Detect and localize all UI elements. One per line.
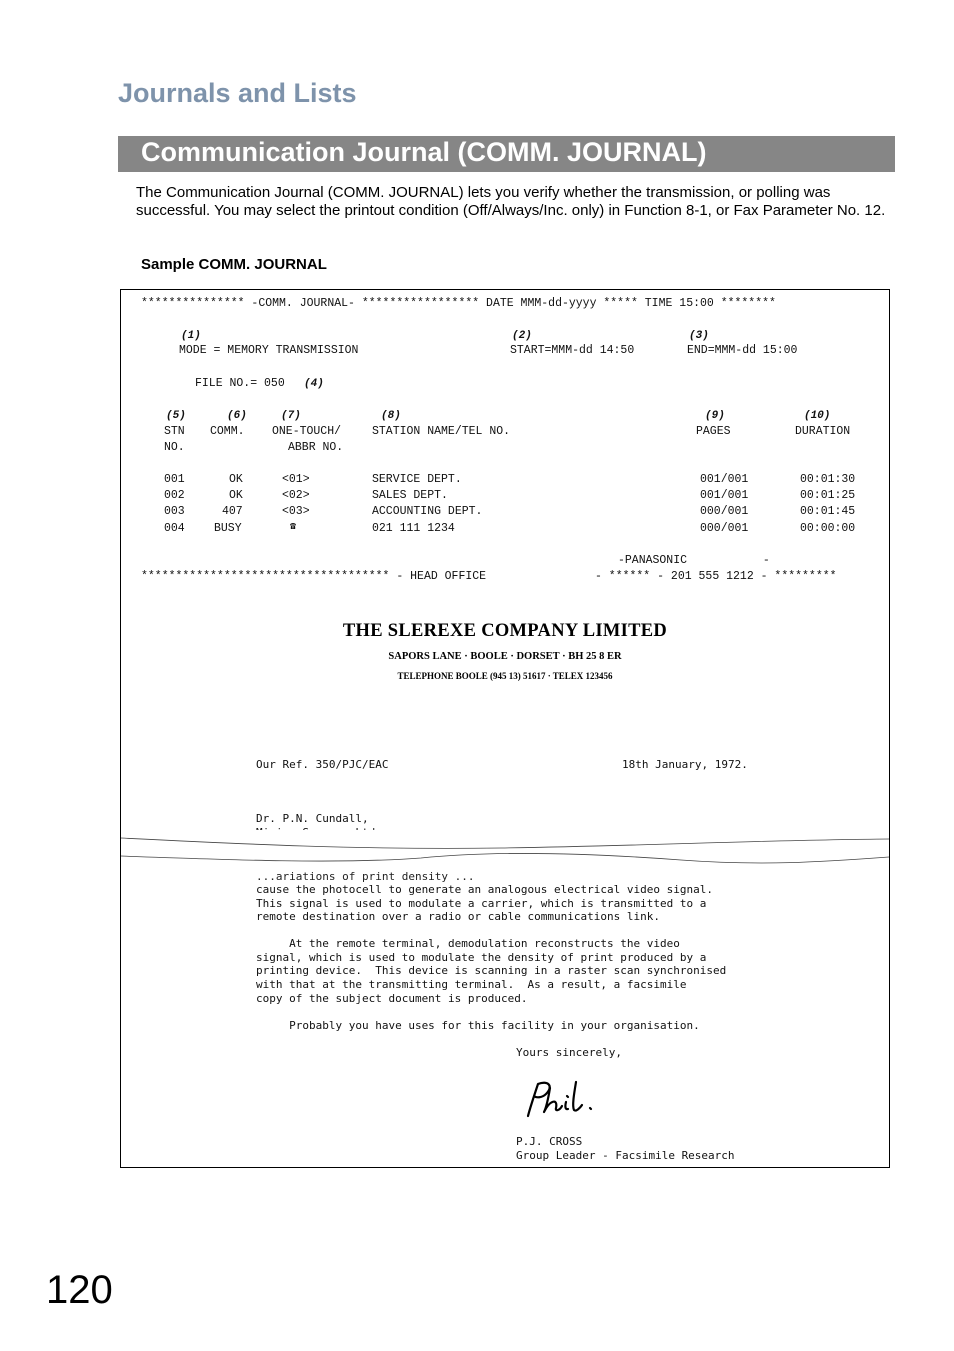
marker-6: (6) xyxy=(227,410,247,422)
row-1-comm: OK xyxy=(229,473,243,486)
mode-text: MODE = MEMORY TRANSMISSION xyxy=(179,344,359,357)
body-line-9: Probably you have uses for this facility in your organisation. xyxy=(256,1019,700,1032)
row-4-station: 021 111 1234 xyxy=(372,522,455,535)
page-title: Communication Journal (COMM. JOURNAL) xyxy=(141,137,707,167)
marker-9: (9) xyxy=(705,410,725,422)
row-4-duration: 00:00:00 xyxy=(800,522,856,535)
journal-footer-sender: -PANASONIC - xyxy=(618,554,770,567)
marker-1: (1) xyxy=(181,330,201,342)
col-abbr-no: ABBR NO. xyxy=(288,441,344,454)
marker-5: (5) xyxy=(166,410,186,422)
col-stn-no: NO. xyxy=(164,441,185,454)
row-3-duration: 00:01:45 xyxy=(800,505,856,518)
journal-footer-left: ************************************ - HEAD OFFICE xyxy=(141,570,487,583)
body-line-1: cause the photocell to generate an analogous electrical video signal. xyxy=(256,883,713,896)
row-3-onetouch: <03> xyxy=(282,505,310,518)
col-comm: COMM. xyxy=(210,425,245,438)
page-number: 120 xyxy=(46,1268,113,1312)
row-4-stn: 004 xyxy=(164,522,185,535)
row-2-stn: 002 xyxy=(164,489,185,502)
our-reference: Our Ref. 350/PJC/EAC xyxy=(256,758,389,771)
start-time: START=MMM-dd 14:50 xyxy=(510,344,635,357)
row-2-pages: 001/001 xyxy=(700,489,749,502)
row-3-pages: 000/001 xyxy=(700,505,749,518)
signer-name: P.J. CROSS xyxy=(516,1135,583,1148)
body-line-3: remote destination over a radio or cable communications link. xyxy=(256,910,660,923)
row-2-onetouch: <02> xyxy=(282,489,310,502)
row-1-pages: 001/001 xyxy=(700,473,749,486)
row-4-pages: 000/001 xyxy=(700,522,749,535)
company-name: THE SLEREXE COMPANY LIMITED xyxy=(342,621,668,641)
sample-journal-frame xyxy=(120,289,890,1168)
row-2-duration: 00:01:25 xyxy=(800,489,856,502)
row-4-comm: BUSY xyxy=(214,522,242,535)
row-1-onetouch: <01> xyxy=(282,473,310,486)
body-line-2: This signal is used to modulate a carrier, which is transmitted to a xyxy=(256,897,707,910)
page-title-banner xyxy=(118,136,895,172)
signature xyxy=(524,1078,614,1120)
telephone-icon: ☎ xyxy=(290,522,297,533)
marker-4: (4) xyxy=(304,378,324,390)
marker-3: (3) xyxy=(689,330,709,342)
letter-date: 18th January, 1972. xyxy=(622,758,748,771)
row-2-comm: OK xyxy=(229,489,243,502)
marker-2: (2) xyxy=(512,330,532,342)
company-telephone: TELEPHONE BOOLE (945 13) 51617 · TELEX 123456 xyxy=(397,671,613,681)
col-onetouch: ONE-TOUCH/ xyxy=(272,425,342,438)
marker-7: (7) xyxy=(281,410,301,422)
signer-title: Group Leader - Facsimile Research xyxy=(516,1149,735,1162)
end-time: END=MMM-dd 15:00 xyxy=(687,344,798,357)
row-3-stn: 003 xyxy=(164,505,185,518)
journal-header-line: *************** -COMM. JOURNAL- ***************** DATE MMM-dd-yyyy ***** TIME 15:00 ******** xyxy=(141,297,776,310)
row-1-station: SERVICE DEPT. xyxy=(372,473,462,486)
row-3-station: ACCOUNTING DEPT. xyxy=(372,505,483,518)
body-line-8: copy of the subject document is produced. xyxy=(256,992,528,1005)
col-stn: STN xyxy=(164,425,185,438)
journal-footer-right: - ****** - 201 555 1212 - ********* xyxy=(595,570,837,583)
col-pages: PAGES xyxy=(696,425,731,438)
col-station: STATION NAME/TEL NO. xyxy=(372,425,511,438)
closing: Yours sincerely, xyxy=(516,1046,622,1059)
intro-paragraph: The Communication Journal (COMM. JOURNAL) lets you verify whether the transmission, or polling was successful. You may select the printout condition (Off/Always/Inc. only) in Function 8-1, or Fax Parameter No. 12. xyxy=(136,184,886,219)
col-duration: DURATION xyxy=(795,425,851,438)
body-line-4: At the remote terminal, demodulation reconstructs the video xyxy=(256,937,680,950)
row-3-comm: 407 xyxy=(222,505,243,518)
company-address: SAPORS LANE · BOOLE · DORSET · BH 25 8 ER xyxy=(388,651,622,662)
body-line-7: with that at the transmitting terminal. As a result, a facsimile xyxy=(256,978,687,991)
body-partial-line: ...ariations of print density ... xyxy=(256,870,475,882)
torn-page-break xyxy=(121,830,889,874)
addressee-name: Dr. P.N. Cundall, xyxy=(256,812,369,825)
marker-8: (8) xyxy=(381,410,401,422)
row-2-station: SALES DEPT. xyxy=(372,489,448,502)
marker-10: (10) xyxy=(804,410,831,422)
section-title: Journals and Lists xyxy=(118,78,357,108)
sample-label: Sample COMM. JOURNAL xyxy=(141,256,327,273)
row-1-duration: 00:01:30 xyxy=(800,473,856,486)
row-1-stn: 001 xyxy=(164,473,185,486)
file-number: FILE NO.= 050 xyxy=(195,377,285,390)
body-line-5: signal, which is used to modulate the density of print produced by a xyxy=(256,951,707,964)
body-line-6: printing device. This device is scanning in a raster scan synchronised xyxy=(256,964,727,977)
